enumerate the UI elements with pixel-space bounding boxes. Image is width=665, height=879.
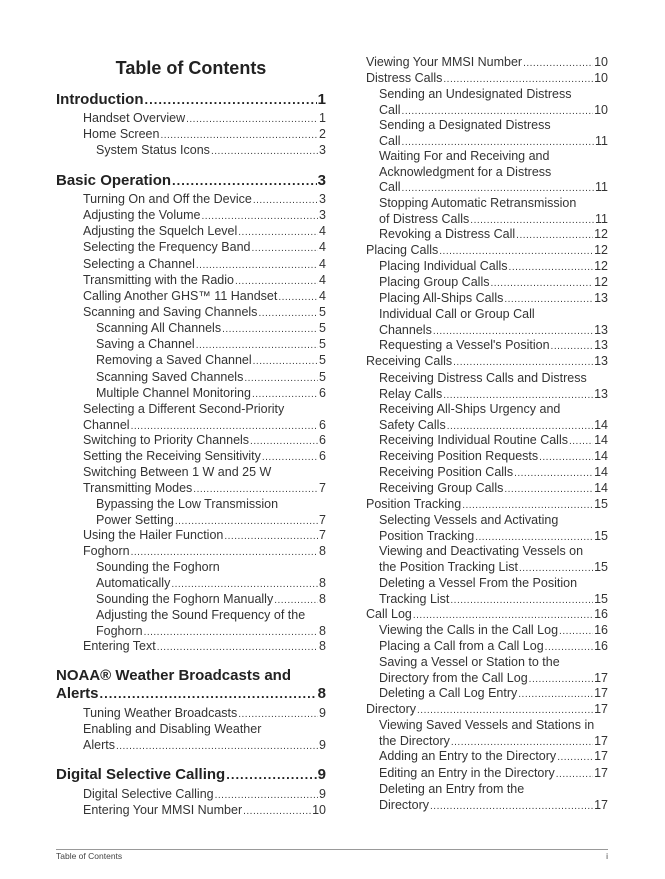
- toc-page-number: 10: [594, 102, 608, 117]
- toc-entry[interactable]: [379, 686, 608, 703]
- toc-entry[interactable]: [83, 722, 326, 754]
- toc-entry-title: Bypassing the Low Transmission: [96, 497, 279, 511]
- toc-page-number: 9: [319, 787, 326, 801]
- toc-page-number: 12: [594, 243, 608, 257]
- toc-page-number: 4: [319, 273, 326, 287]
- toc-page-number: 15: [594, 559, 608, 574]
- dot-leader: [519, 561, 593, 577]
- toc-chapter-entry[interactable]: [56, 91, 326, 109]
- dot-leader: [251, 241, 318, 257]
- toc-page-number: 17: [594, 686, 608, 700]
- toc-entry-title: Turning On and Off the Device: [83, 192, 252, 206]
- dot-leader: [116, 739, 318, 755]
- dot-leader: [144, 91, 316, 109]
- dot-leader: [551, 339, 594, 355]
- toc-entry[interactable]: [96, 353, 326, 370]
- dot-leader: [253, 354, 318, 370]
- toc-entry[interactable]: [379, 766, 608, 783]
- toc-entry[interactable]: [379, 259, 608, 276]
- toc-entry[interactable]: [379, 433, 608, 450]
- toc-entry[interactable]: [83, 449, 326, 466]
- toc-entry-title: Sounding the Foghorn: [96, 560, 220, 574]
- toc-entry-title: Using the Hailer Function: [83, 528, 224, 542]
- toc-page-number: 16: [594, 639, 608, 653]
- dot-leader: [509, 260, 594, 276]
- toc-page-number: 3: [317, 172, 326, 189]
- toc-entry[interactable]: [379, 782, 608, 814]
- toc-entry-title: Entering Your MMSI Number: [83, 803, 243, 817]
- dot-leader: [569, 434, 593, 450]
- toc-entry-title: Handset Overview: [83, 111, 186, 125]
- toc-entry[interactable]: [83, 257, 326, 274]
- toc-entry-title: Safety Calls: [379, 417, 446, 432]
- toc-page-number: 6: [319, 433, 326, 447]
- toc-entry-title: Adjusting the Squelch Level: [83, 224, 238, 238]
- toc-entry-title: Deleting a Call Log Entry: [379, 686, 518, 700]
- toc-entry-title: Enabling and Disabling Weather: [83, 722, 262, 736]
- toc-page-number: 15: [594, 528, 608, 543]
- dot-leader: [196, 258, 318, 274]
- toc-entry-title: Directory from the Call Log: [379, 670, 528, 685]
- dot-leader: [215, 788, 318, 804]
- toc-entry[interactable]: [83, 465, 326, 497]
- toc-entry[interactable]: [83, 305, 326, 322]
- toc-page-number: 17: [594, 702, 608, 716]
- dot-leader: [196, 338, 318, 354]
- toc-page-number: 4: [319, 224, 326, 238]
- toc-entry[interactable]: [96, 592, 326, 609]
- toc-entry-title: Viewing the Calls in the Call Log: [379, 623, 559, 637]
- toc-entry-title: Receiving All-Ships Urgency and: [379, 402, 561, 416]
- toc-page-number: 13: [594, 354, 608, 368]
- toc-entry[interactable]: [96, 608, 326, 640]
- toc-entry-title: the Position Tracking List: [379, 559, 518, 574]
- toc-page-number: 8: [317, 685, 326, 702]
- toc-entry-title: Foghorn: [83, 544, 130, 558]
- dot-leader: [157, 640, 318, 656]
- dot-leader: [516, 228, 593, 244]
- toc-page-number: 5: [319, 337, 326, 351]
- toc-page-number: 17: [594, 766, 608, 780]
- toc-entry-title: Placing All-Ships Calls: [379, 291, 504, 305]
- toc-entry[interactable]: [366, 607, 608, 624]
- dot-leader: [518, 687, 593, 703]
- toc-page-number: 13: [594, 291, 608, 305]
- toc-entry-title: Selecting a Different Second-Priority: [83, 402, 285, 416]
- toc-entry-title: Viewing Saved Vessels and Stations in: [379, 718, 595, 732]
- toc-entry[interactable]: [83, 192, 326, 209]
- toc-page-number: 3: [319, 143, 326, 157]
- dot-leader: [430, 799, 593, 815]
- toc-entry-title: Call Log: [366, 607, 412, 621]
- toc-entry[interactable]: [379, 118, 608, 150]
- dot-leader: [278, 290, 318, 306]
- toc-entry[interactable]: [379, 227, 608, 244]
- dot-leader: [224, 529, 318, 545]
- dot-leader: [504, 292, 593, 308]
- toc-page-number: 11: [595, 133, 608, 148]
- dot-leader: [160, 128, 318, 144]
- toc-entry-title: Foghorn: [96, 623, 143, 638]
- toc-page-number: 5: [319, 370, 326, 384]
- toc-page-number: 16: [594, 607, 608, 621]
- toc-entry-title: Tracking List: [379, 591, 450, 606]
- toc-entry[interactable]: [379, 87, 608, 119]
- toc-entry[interactable]: [379, 402, 608, 434]
- toc-page-number: 4: [319, 240, 326, 254]
- toc-entry-title: Channels: [379, 322, 432, 337]
- toc-entry[interactable]: [379, 338, 608, 355]
- toc-entry-title: Scanning All Channels: [96, 321, 222, 335]
- toc-entry-title: Power Setting: [96, 512, 174, 527]
- toc-entry[interactable]: [366, 497, 608, 514]
- toc-entry-title: Position Tracking: [366, 497, 462, 511]
- toc-entry-title: the Directory: [379, 733, 450, 748]
- dot-leader: [504, 482, 593, 498]
- toc-entry[interactable]: [83, 433, 326, 450]
- toc-entry-title: Switching to Priority Channels: [83, 433, 250, 447]
- toc-entry-title: Waiting For and Receiving and: [379, 149, 550, 163]
- dot-leader: [539, 450, 593, 466]
- toc-entry[interactable]: [96, 337, 326, 354]
- toc-entry-title: Sounding the Foghorn Manually: [96, 592, 274, 606]
- toc-entry-title: Digital Selective Calling: [56, 766, 226, 783]
- dot-leader: [258, 306, 318, 322]
- footer-divider: [56, 849, 608, 850]
- dot-leader: [172, 172, 317, 190]
- toc-entry[interactable]: [83, 127, 326, 144]
- toc-entry-title: Setting the Receiving Sensitivity: [83, 449, 261, 463]
- toc-page-number: 14: [594, 433, 608, 447]
- dot-leader: [238, 707, 318, 723]
- dot-leader: [186, 112, 318, 128]
- toc-page-number: 15: [594, 591, 608, 606]
- toc-page-number: 1: [319, 111, 326, 125]
- toc-entry[interactable]: [379, 371, 608, 403]
- dot-leader: [235, 274, 318, 290]
- toc-entry-title: Entering Text: [83, 639, 156, 653]
- toc-entry[interactable]: [96, 560, 326, 592]
- toc-entry-title: Switching Between 1 W and 25 W: [83, 465, 272, 479]
- toc-entry-title: Introduction: [56, 91, 144, 108]
- toc-entry[interactable]: [379, 481, 608, 498]
- toc-entry-title: Saving a Vessel or Station to the: [379, 655, 560, 669]
- dot-leader: [201, 209, 318, 225]
- toc-entry[interactable]: [83, 787, 326, 804]
- toc-entry-title: Receiving Position Requests: [379, 449, 539, 463]
- toc-entry[interactable]: [83, 639, 326, 656]
- toc-entry[interactable]: [379, 718, 608, 750]
- toc-entry-title: Directory: [379, 797, 430, 812]
- toc-entry-title: Position Tracking: [379, 528, 475, 543]
- toc-page-number: 13: [594, 322, 608, 337]
- toc-page-number: 7: [319, 480, 326, 495]
- toc-entry-title: Placing Calls: [366, 243, 439, 257]
- toc-entry[interactable]: [379, 576, 608, 608]
- toc-page-number: 4: [319, 257, 326, 271]
- dot-leader: [523, 56, 593, 72]
- toc-entry-title: Removing a Saved Channel: [96, 353, 252, 367]
- toc-entry-title: Placing Group Calls: [379, 275, 490, 289]
- toc-page-number: 12: [594, 275, 608, 289]
- toc-entry-title: Stopping Automatic Retransmission: [379, 196, 577, 210]
- toc-page-number: 4: [319, 289, 326, 303]
- toc-entry[interactable]: [83, 544, 326, 561]
- toc-entry[interactable]: [379, 544, 608, 576]
- toc-entry[interactable]: [96, 497, 326, 529]
- toc-entry[interactable]: [379, 149, 608, 197]
- toc-page-number: 7: [319, 528, 326, 542]
- toc-entry-title: Receiving Distress Calls and Distress: [379, 371, 587, 385]
- toc-entry-title: Sending an Undesignated Distress: [379, 87, 572, 101]
- toc-entry[interactable]: [83, 528, 326, 545]
- toc-entry[interactable]: [379, 465, 608, 482]
- dot-leader: [439, 244, 593, 260]
- toc-page-number: 11: [595, 180, 608, 195]
- toc-page-number: 17: [594, 670, 608, 685]
- toc-entry[interactable]: [96, 321, 326, 338]
- toc-entry[interactable]: [379, 639, 608, 656]
- dot-leader: [514, 466, 593, 482]
- toc-page-number: 17: [594, 749, 608, 763]
- toc-entry[interactable]: [83, 224, 326, 241]
- toc-entry[interactable]: [379, 749, 608, 766]
- toc-entry-title: Call: [379, 133, 401, 148]
- toc-entry-title: Adjusting the Sound Frequency of the: [96, 608, 306, 622]
- toc-entry-title: Viewing Your MMSI Number: [366, 55, 523, 69]
- toc-entry[interactable]: [366, 55, 608, 72]
- toc-entry[interactable]: [379, 513, 608, 545]
- toc-entry-title: Automatically: [96, 575, 171, 590]
- toc-entry-title: Receiving Position Calls: [379, 465, 514, 479]
- toc-entry-title: Transmitting with the Radio: [83, 273, 234, 287]
- toc-entry[interactable]: [96, 386, 326, 403]
- toc-page-number: 2: [319, 127, 326, 141]
- toc-entry-title: Deleting a Vessel From the Position: [379, 576, 578, 590]
- toc-entry-title: NOAA® Weather Broadcasts and: [56, 667, 291, 684]
- toc-entry[interactable]: [83, 208, 326, 225]
- toc-entry-title: Acknowledgment for a Distress: [379, 164, 552, 179]
- dot-leader: [556, 767, 593, 783]
- toc-chapter-entry[interactable]: [56, 766, 326, 784]
- toc-page-number: 1: [317, 91, 326, 108]
- toc-entry[interactable]: [379, 449, 608, 466]
- toc-entry-title: Transmitting Modes: [83, 480, 193, 495]
- toc-page-number: 5: [319, 353, 326, 367]
- toc-page-number: 12: [594, 227, 608, 241]
- toc-entry-title: Adding an Entry to the Directory: [379, 749, 557, 763]
- dot-leader: [243, 804, 311, 820]
- toc-entry[interactable]: [96, 143, 326, 160]
- toc-entry-title: Digital Selective Calling: [83, 787, 214, 801]
- toc-page-number: 15: [594, 497, 608, 511]
- toc-entry-title: Viewing and Deactivating Vessels on: [379, 544, 584, 558]
- toc-entry-title: Call: [379, 180, 401, 195]
- dot-leader: [253, 193, 318, 209]
- toc-entry[interactable]: [83, 111, 326, 128]
- toc-entry[interactable]: [83, 706, 326, 723]
- toc-entry-title: Revoking a Distress Call: [379, 227, 516, 241]
- dot-leader: [274, 593, 318, 609]
- toc-page-number: 10: [312, 803, 326, 817]
- dot-leader: [222, 322, 318, 338]
- toc-entry-title: Adjusting the Volume: [83, 208, 201, 222]
- dot-leader: [193, 482, 318, 498]
- toc-entry-title: Saving a Channel: [96, 337, 195, 351]
- toc-page-number: 6: [319, 417, 326, 432]
- dot-leader: [252, 387, 318, 403]
- toc-entry[interactable]: [366, 702, 608, 719]
- dot-leader: [402, 181, 594, 197]
- toc-entry-title: Placing Individual Calls: [379, 259, 508, 273]
- dot-leader: [244, 371, 318, 387]
- toc-entry-title: Sending a Designated Distress: [379, 118, 551, 132]
- toc-page-number: 9: [317, 766, 326, 783]
- toc-page-number: 14: [594, 449, 608, 463]
- toc-entry-title: Tuning Weather Broadcasts: [83, 706, 238, 720]
- toc-entry[interactable]: [83, 289, 326, 306]
- toc-page-number: 14: [594, 465, 608, 479]
- toc-entry[interactable]: [96, 370, 326, 387]
- dot-leader: [559, 624, 593, 640]
- toc-page-number: 14: [594, 417, 608, 432]
- toc-entry-title: Alerts: [83, 737, 115, 752]
- toc-entry-title: Alerts: [56, 685, 99, 702]
- toc-entry[interactable]: [379, 275, 608, 292]
- dot-leader: [545, 640, 593, 656]
- toc-entry-title: Requesting a Vessel's Position: [379, 338, 550, 352]
- toc-entry-title: Relay Calls: [379, 386, 443, 401]
- dot-leader: [211, 144, 318, 160]
- toc-page-number: 8: [319, 575, 326, 590]
- toc-entry-title: Distress Calls: [366, 71, 443, 85]
- toc-entry-title: System Status Icons: [96, 143, 210, 157]
- dot-leader: [262, 450, 318, 466]
- toc-page-number: 8: [319, 544, 326, 558]
- footer-section-label: Table of Contents: [56, 851, 123, 861]
- toc-entry-title: Selecting Vessels and Activating: [379, 513, 559, 527]
- toc-entry[interactable]: [83, 240, 326, 257]
- toc-page-number: 5: [319, 321, 326, 335]
- toc-page-number: 5: [319, 305, 326, 319]
- toc-entry-title: Editing an Entry in the Directory: [379, 766, 555, 780]
- dot-leader: [443, 72, 593, 88]
- toc-entry[interactable]: [379, 291, 608, 308]
- toc-entry[interactable]: [366, 354, 608, 371]
- toc-page-number: 14: [594, 481, 608, 495]
- toc-page-number: 7: [319, 512, 326, 527]
- toc-entry-title: Individual Call or Group Call: [379, 307, 535, 321]
- toc-entry-title: of Distress Calls: [379, 211, 470, 226]
- toc-entry[interactable]: [366, 243, 608, 260]
- toc-entry-title: Scanning Saved Channels: [96, 370, 244, 384]
- toc-entry-title: Deleting an Entry from the: [379, 782, 525, 796]
- toc-entry[interactable]: [379, 307, 608, 339]
- dot-leader: [453, 355, 593, 371]
- toc-page-number: 10: [594, 55, 608, 69]
- toc-page-number: 8: [319, 623, 326, 638]
- toc-chapter-entry[interactable]: [56, 667, 326, 703]
- footer-page-number: i: [606, 851, 608, 861]
- dot-leader: [490, 276, 593, 292]
- toc-entry-title: Selecting the Frequency Band: [83, 240, 251, 254]
- toc-page-number: 13: [594, 386, 608, 401]
- toc-entry[interactable]: [366, 71, 608, 88]
- toc-entry-title: Home Screen: [83, 127, 160, 141]
- toc-entry[interactable]: [379, 623, 608, 640]
- toc-entry[interactable]: [83, 803, 326, 820]
- toc-entry-title: Calling Another GHS™ 11 Handset: [83, 289, 278, 303]
- dot-leader: [226, 766, 316, 784]
- toc-entry-title: Call: [379, 102, 401, 117]
- dot-leader: [238, 225, 318, 241]
- toc-page-number: 8: [319, 639, 326, 653]
- dot-leader: [417, 703, 593, 719]
- toc-entry-title: Scanning and Saving Channels: [83, 305, 258, 319]
- dot-leader: [131, 545, 318, 561]
- toc-entry[interactable]: [83, 273, 326, 290]
- dot-leader: [250, 434, 318, 450]
- dot-leader: [413, 608, 593, 624]
- toc-page-number: 6: [319, 386, 326, 400]
- toc-entry[interactable]: [379, 196, 608, 228]
- toc-page-number: 13: [594, 338, 608, 352]
- toc-page-number: 3: [319, 192, 326, 206]
- toc-entry-title: Directory: [366, 702, 417, 716]
- dot-leader: [462, 498, 593, 514]
- toc-entry-title: Receiving Group Calls: [379, 481, 504, 495]
- toc-entry[interactable]: [83, 402, 326, 434]
- dot-leader: [171, 577, 318, 593]
- toc-page-number: 3: [319, 208, 326, 222]
- toc-entry-title: Placing a Call from a Call Log: [379, 639, 544, 653]
- page-title: Table of Contents: [115, 58, 267, 78]
- dot-leader: [100, 685, 317, 703]
- toc-page-number: 16: [594, 623, 608, 637]
- toc-entry-title: Multiple Channel Monitoring: [96, 386, 251, 400]
- toc-page-number: 6: [319, 449, 326, 463]
- toc-page-number: 11: [595, 211, 608, 226]
- toc-entry-title: Basic Operation: [56, 172, 172, 189]
- toc-page-number: 17: [594, 797, 608, 812]
- toc-entry-title: Receiving Calls: [366, 354, 453, 368]
- toc-page-number: 8: [319, 592, 326, 606]
- toc-chapter-entry[interactable]: [56, 172, 326, 190]
- toc-page-number: 9: [319, 706, 326, 720]
- toc-entry-title: Channel: [83, 417, 130, 432]
- toc-page-number: 10: [594, 71, 608, 85]
- toc-entry-title: Selecting a Channel: [83, 257, 195, 271]
- toc-page-number: 12: [594, 259, 608, 273]
- toc-page-number: 17: [594, 733, 608, 748]
- toc-entry[interactable]: [379, 655, 608, 687]
- dot-leader: [557, 750, 593, 766]
- toc-page-number: 9: [319, 737, 326, 752]
- toc-entry-title: Receiving Individual Routine Calls: [379, 433, 568, 447]
